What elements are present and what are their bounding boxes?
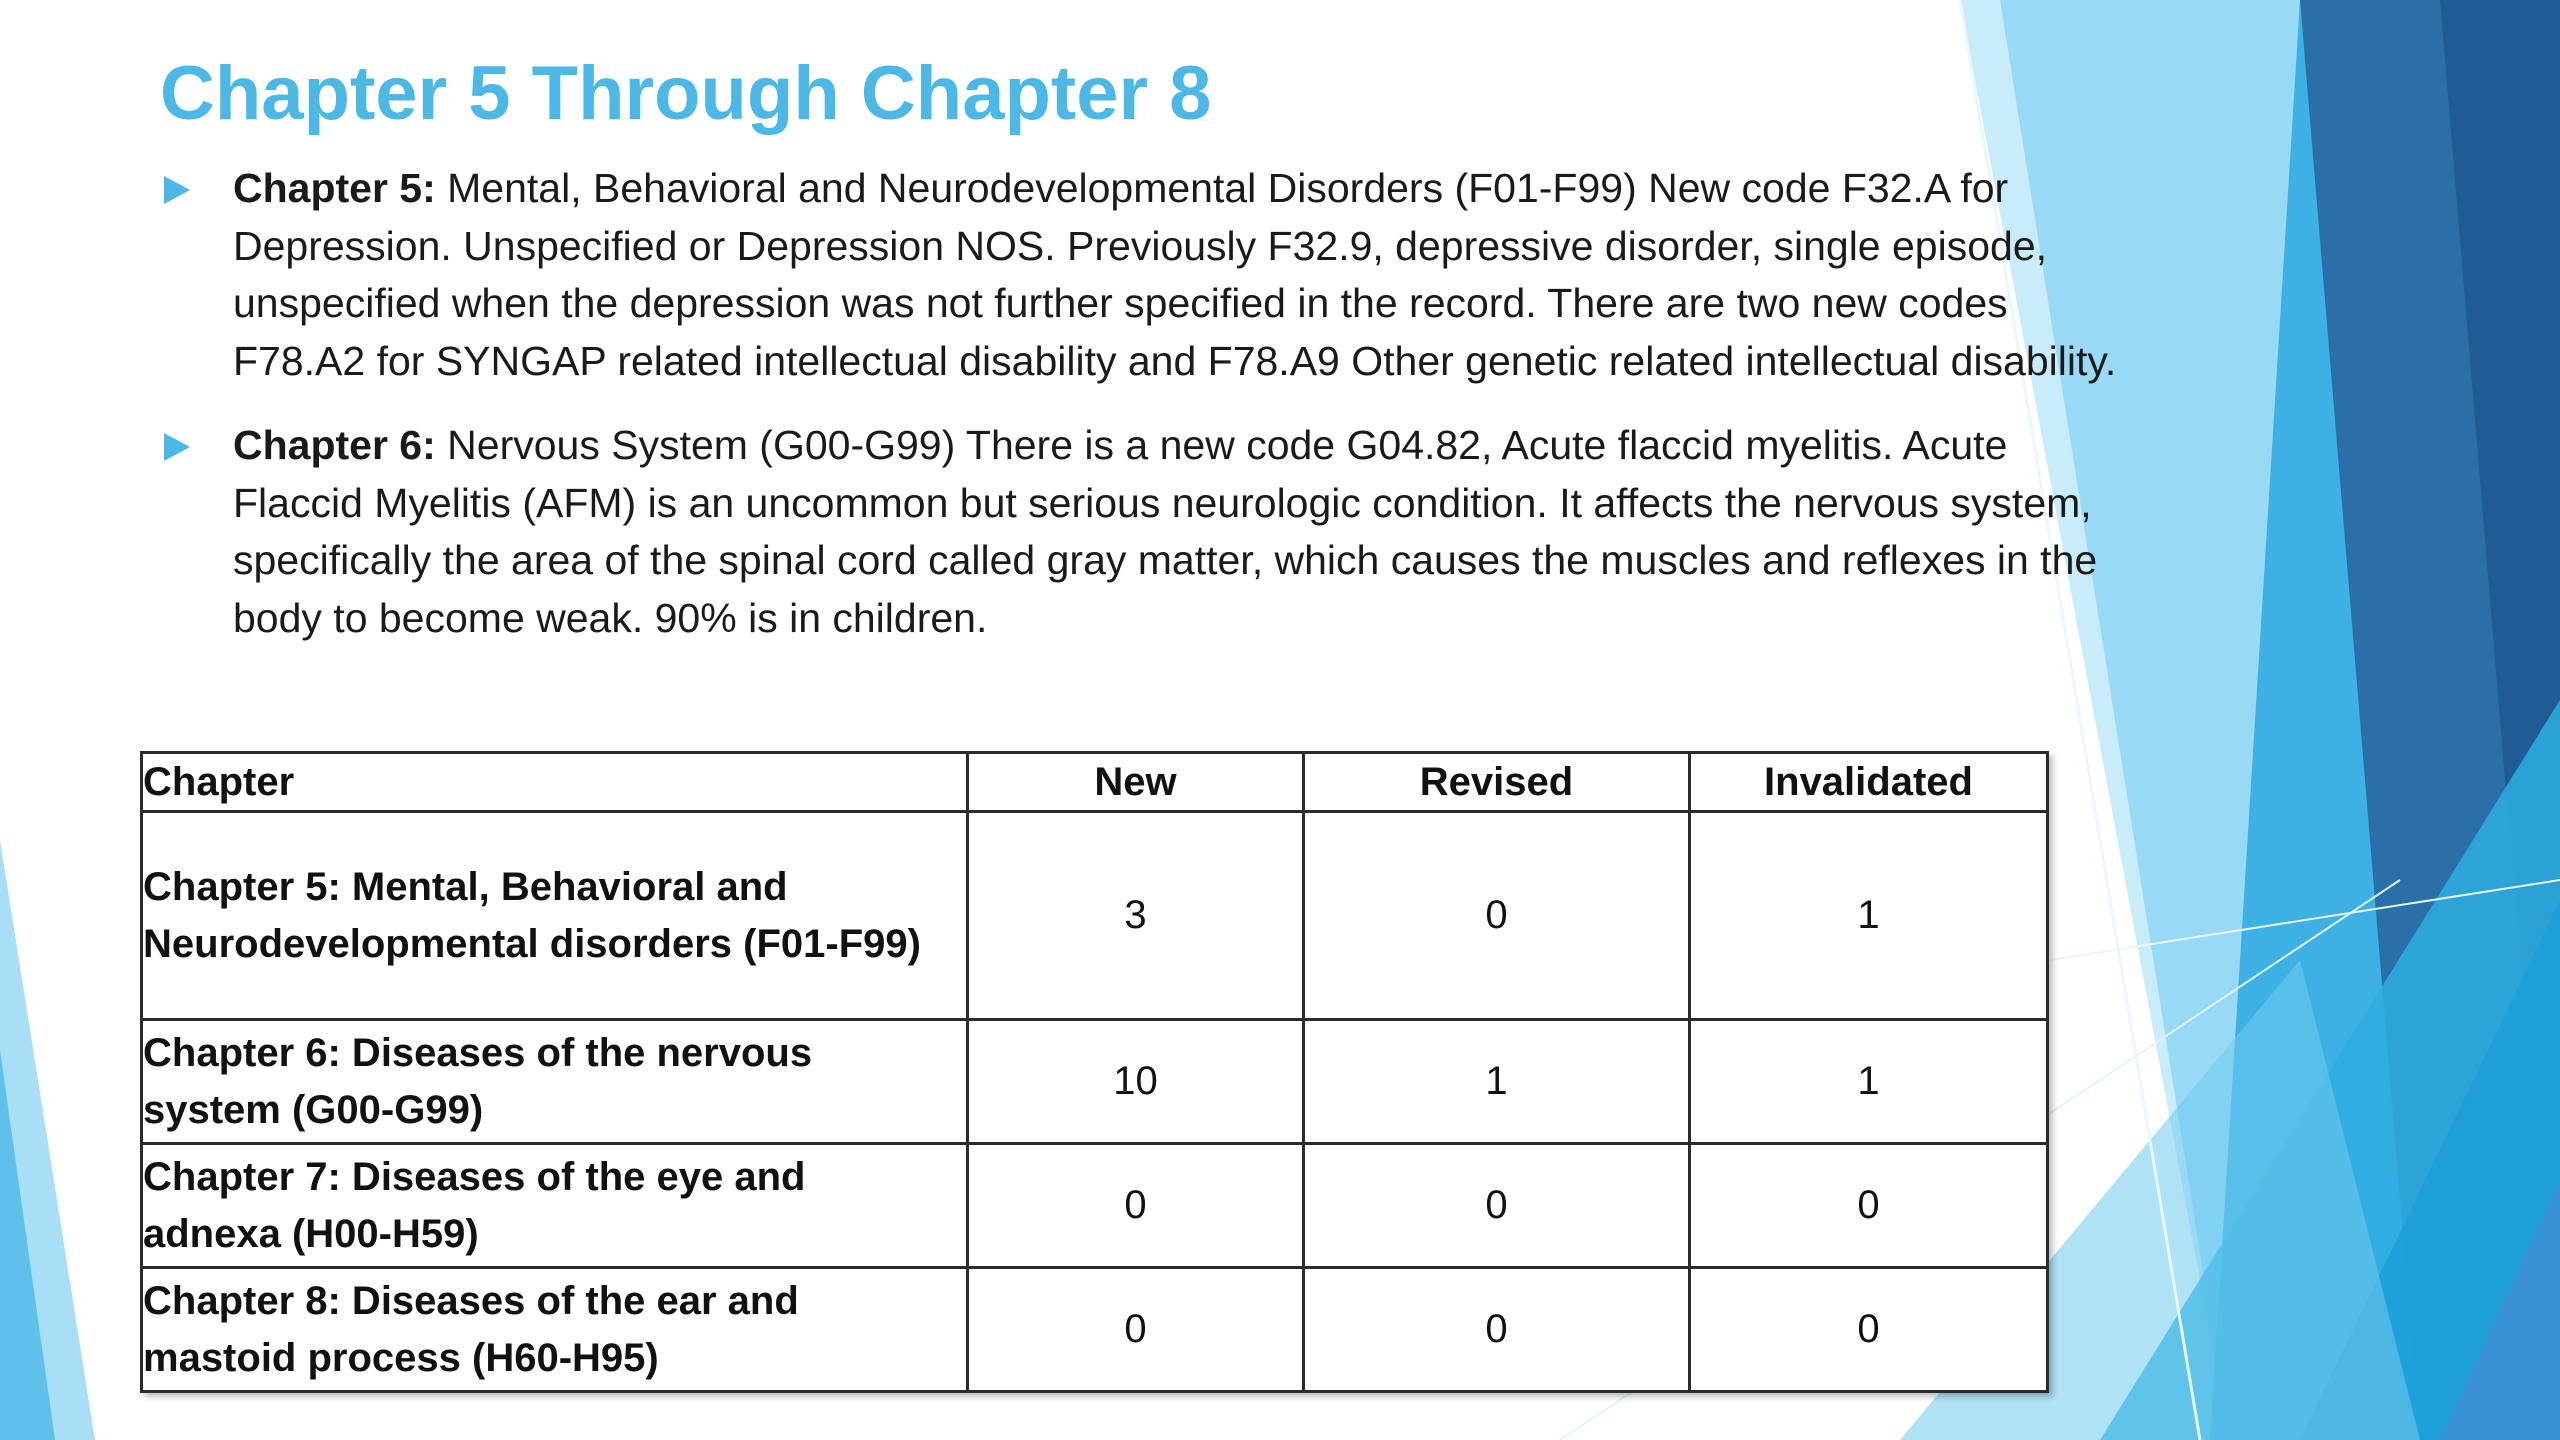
table-row <box>142 1020 2048 1144</box>
row-new-cell: 0 <box>968 1144 1304 1268</box>
row-revised-cell: 0 <box>1304 1268 1690 1392</box>
row-chapter-cell: Chapter 5: Mental, Behavioral and Neurodevelopmental disorders (F01-F99) <box>142 812 968 1020</box>
row-revised-cell: 0 <box>1304 812 1690 1020</box>
slide-title: Chapter 5 Through Chapter 8 <box>160 51 1212 136</box>
bullet-chapter-6 <box>160 417 2140 647</box>
header-new: New <box>968 753 1304 812</box>
bullet-text: Mental, Behavioral and Neurodevelopmental Disorders (F01-F99) New code F32.A for Depression. Unspecified or Depression NOS. Previously F32.9, depressive disorder, single episode, unspecified when the depression was not further specified in the record. There are two new codes F78.A2 for SYNGAP related intellectual disability and F78.A9 Other genetic related intellectual disability. <box>233 165 2117 384</box>
table-row <box>142 1144 2048 1268</box>
row-chapter-cell: Chapter 7: Diseases of the eye and adnexa (H00-H59) <box>142 1144 968 1268</box>
triangle-bullet-icon <box>164 433 190 461</box>
row-invalidated-cell: 1 <box>1690 812 2048 1020</box>
row-invalidated-cell: 1 <box>1690 1020 2048 1144</box>
bullet-list <box>160 160 2140 674</box>
header-chapter: Chapter <box>142 753 968 812</box>
triangle-bullet-icon <box>164 176 190 204</box>
row-revised-cell: 1 <box>1304 1020 1690 1144</box>
header-invalidated: Invalidated <box>1690 753 2048 812</box>
row-chapter-cell: Chapter 6: Diseases of the nervous system (G00-G99) <box>142 1020 968 1144</box>
bullet-label: Chapter 5: <box>233 165 436 211</box>
bullet-text: Nervous System (G00-G99) There is a new code G04.82, Acute flaccid myelitis. Acute Flaccid Myelitis (AFM) is an uncommon but serious neurologic condition. It affects the nervous system, specifically the area of the spinal cord called gray matter, which causes the muscles and reflexes in the body to become weak. 90% is in children. <box>233 422 2098 641</box>
header-revised: Revised <box>1304 753 1690 812</box>
bullet-chapter-5 <box>160 160 2140 390</box>
row-new-cell: 3 <box>968 812 1304 1020</box>
table-header-row <box>142 753 2048 812</box>
table-row <box>142 812 2048 1020</box>
code-changes-table <box>140 751 2049 1393</box>
table-row <box>142 1268 2048 1392</box>
row-chapter-cell: Chapter 8: Diseases of the ear and mastoid process (H60-H95) <box>142 1268 968 1392</box>
row-new-cell: 0 <box>968 1268 1304 1392</box>
row-revised-cell: 0 <box>1304 1144 1690 1268</box>
row-invalidated-cell: 0 <box>1690 1144 2048 1268</box>
row-new-cell: 10 <box>968 1020 1304 1144</box>
row-invalidated-cell: 0 <box>1690 1268 2048 1392</box>
bullet-label: Chapter 6: <box>233 422 436 468</box>
